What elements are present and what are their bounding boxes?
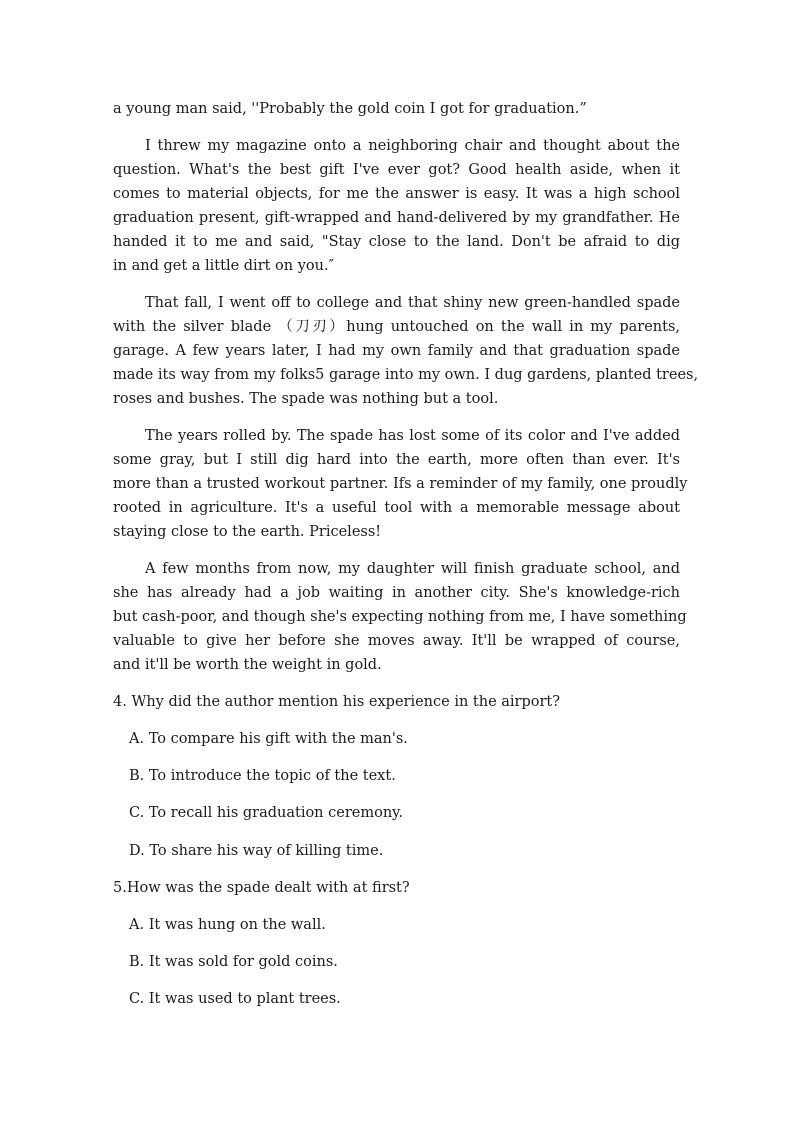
question-5-option-a: A. It was hung on the wall. [129, 917, 326, 933]
paragraph-2-line-3: comes to material objects, for me the answer is easy. It was a high school [113, 186, 680, 202]
paragraph-4-line-1: The years rolled by. The spade has lost some of its color and I've added [145, 428, 680, 444]
paragraph-2-line-2: question. What's the best gift I've ever got? Good health aside, when it [113, 162, 680, 178]
paragraph-4-line-5: staying close to the earth. Priceless! [113, 524, 382, 540]
paragraph-3-line-4: made its way from my folks5 garage into my own. I dug gardens, planted trees, [113, 367, 699, 383]
paragraph-4-line-3: more than a trusted workout partner. Ifs a reminder of my family, one proudly [113, 476, 688, 492]
paragraph-5-line-3: but cash-poor, and though she's expecting nothing from me, I have something [113, 609, 687, 625]
paragraph-2-line-5: handed it to me and said, "Stay close to the land. Don't be afraid to dig [113, 234, 680, 250]
paragraph-5-line-1: A few months from now, my daughter will finish graduate school, and [145, 561, 680, 577]
question-4-option-d: D. To share his way of killing time. [129, 843, 384, 859]
question-4-option-c: C. To recall his graduation ceremony. [129, 805, 404, 821]
question-5-option-c: C. It was used to plant trees. [129, 991, 341, 1007]
paragraph-2-line-6: in and get a little dirt on you.″ [113, 258, 335, 274]
paragraph-3-line-2: with the silver blade （刀刃）hung untouched on the wall in my parents, [113, 319, 680, 335]
paragraph-3-line-5: roses and bushes. The spade was nothing but a tool. [113, 391, 499, 407]
paragraph-4-line-2: some gray, but I still dig hard into the earth, more often than ever. It's [113, 452, 680, 468]
paragraph-5-line-2: she has already had a job waiting in another city. She's knowledge-rich [113, 585, 680, 601]
paragraph-5-line-4: valuable to give her before she moves away. It'll be wrapped of course, [113, 633, 680, 649]
question-4-option-b: B. To introduce the topic of the text. [129, 768, 396, 784]
paragraph-4-line-4: rooted in agriculture. It's a useful tool with a memorable message about [113, 500, 680, 516]
paragraph-2-line-4: graduation present, gift-wrapped and hand-delivered by my grandfather. He [113, 210, 680, 226]
question-4-stem: 4. Why did the author mention his experience in the airport? [113, 694, 561, 710]
question-4-option-a: A. To compare his gift with the man's. [129, 731, 408, 747]
paragraph-3-line-3: garage. A few years later, I had my own family and that graduation spade [113, 343, 680, 359]
paragraph-2-line-1: I threw my magazine onto a neighboring chair and thought about the [145, 138, 680, 154]
paragraph-1-line-1: a young man said, ''Probably the gold coin I got for graduation.” [113, 101, 587, 117]
paragraph-3-line-1: That fall, I went off to college and that shiny new green-handled spade [145, 295, 680, 311]
paragraph-5-line-5: and it'll be worth the weight in gold. [113, 657, 382, 673]
question-5-stem: 5.How was the spade dealt with at first? [113, 880, 410, 896]
question-5-option-b: B. It was sold for gold coins. [129, 954, 338, 970]
